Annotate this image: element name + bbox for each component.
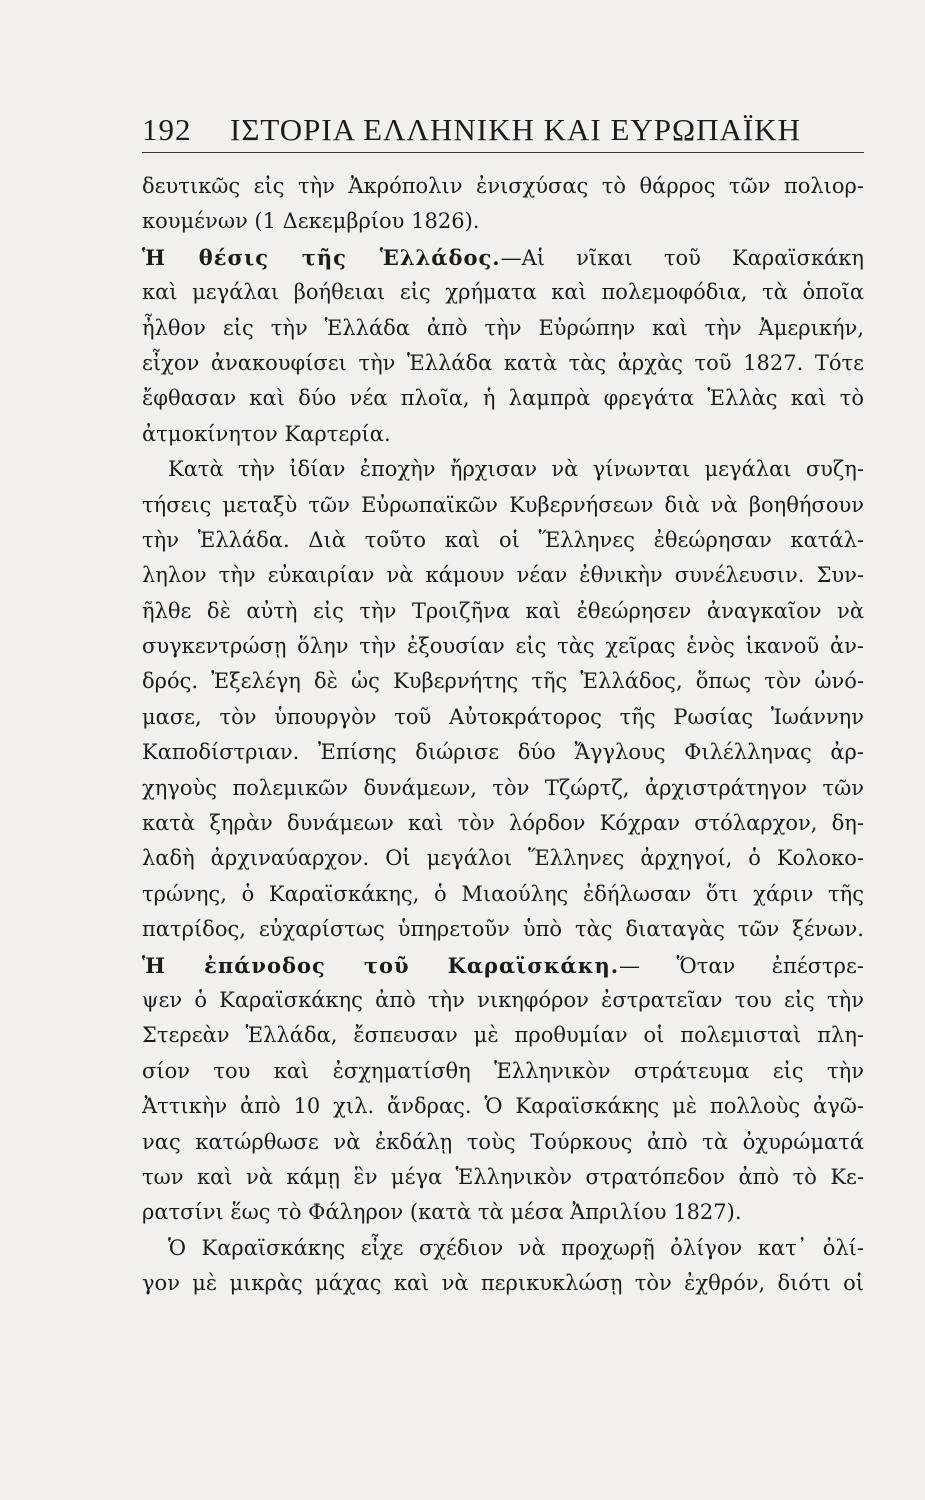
line-text: των καὶ νὰ κάμῃ ἓν μέγα Ἑλληνικὸν στρατόπεδον ἀπὸ τὸ Κε- — [142, 1164, 864, 1189]
text-line — [142, 983, 864, 1018]
text-line — [142, 806, 864, 841]
text-line — [142, 841, 864, 876]
line-text: εἶχον ἀνακουφίσει τὴν Ἑλλάδα κατὰ τὰς ἀρχὰς τοῦ 1827. Τότε — [142, 350, 864, 375]
line-text: δρός. Ἐξελέγη δὲ ὡς Κυβερνήτης τῆς Ἑλλάδος, ὅπως τὸν ὠνό- — [142, 669, 864, 694]
text-line — [142, 1054, 864, 1089]
page-number: 192 — [142, 112, 192, 147]
line-text: ρατσίνι ἕως τὸ Φάληρον (κατὰ τὰ μέσα Ἀπριλίου 1827). — [142, 1200, 742, 1225]
line-text: χηγοὺς πολεμικῶν δυνάμεων, τὸν Τζώρτζ, ἀρχιστράτηγον τῶν — [142, 775, 864, 800]
line-text: κουμένων (1 Δεκεμβρίου 1826). — [142, 209, 480, 234]
line-text: Καποδίστριαν. Ἐπίσης διώρισε δύο Ἄγγλους Φιλέλληνας ἀρ- — [142, 740, 864, 765]
page-body — [142, 169, 864, 1302]
text-line — [142, 594, 864, 629]
line-text: νας κατώρθωσε νὰ ἐκδάλῃ τοὺς Τούρκους ἀπὸ τὰ ὀχυρώματά — [142, 1129, 864, 1154]
line-text: ληλον τὴν εὐκαιρίαν νὰ κάμουν νέαν ἐθνικὴν συνέλευσιν. Συν- — [142, 563, 864, 588]
running-header — [142, 112, 862, 152]
text-line — [142, 417, 864, 452]
text-line — [142, 558, 864, 593]
text-line — [142, 664, 864, 699]
text-line — [142, 275, 864, 310]
line-text: καὶ μεγάλαι βοήθειαι εἰς χρήματα καὶ πολεμοφόδια, τὰ ὁποῖα — [142, 280, 864, 305]
text-line — [142, 1160, 864, 1195]
line-text: σίον του καὶ ἐσχηματίσθη Ἑλληνικὸν στράτευμα εἰς τὴν — [142, 1058, 864, 1083]
running-title: ΙΣΤΟΡΙΑ ΕΛΛΗΝΙΚΗ ΚΑΙ ΕΥΡΩΠΑΪΚΗ — [230, 112, 801, 147]
text-line — [142, 1018, 864, 1053]
line-text: συγκεντρώσῃ ὅλην τὴν ἐξουσίαν εἰς τὰς χεῖρας ἑνὸς ἱκανοῦ ἀν- — [142, 634, 864, 659]
text-line — [142, 452, 864, 487]
text-line — [142, 488, 864, 523]
text-line — [142, 311, 864, 346]
line-text: Ἀττικὴν ἀπὸ 10 χιλ. ἄνδρας. Ὁ Καραϊσκάκης μὲ πολλοὺς ἀγῶ- — [142, 1094, 864, 1119]
text-line — [142, 1125, 864, 1160]
line-text: τὴν Ἑλλάδα. Διὰ τοῦτο καὶ οἱ Ἕλληνες ἐθεώρησαν κατάλ- — [142, 527, 864, 552]
line-text: ῆλθε δὲ αὐτὴ εἰς τὴν Τροιζῆνα καὶ ἐθεώρησεν ἀναγκαῖον νὰ — [142, 598, 864, 623]
text-line — [142, 948, 864, 983]
line-text: γον μὲ μικρὰς μάχας καὶ νὰ περικυκλώσῃ τὸν ἐχθρόν, διότι οἱ — [142, 1271, 864, 1296]
text-line — [142, 1089, 864, 1124]
line-text: ἦλθον εἰς τὴν Ἑλλάδα ἀπὸ τὴν Εὐρώπην καὶ τὴν Ἀμερικήν, — [142, 315, 864, 340]
line-text: Ὁ Καραϊσκάκης εἶχε σχέδιον νὰ προχωρῇ ὀλίγον κατ᾽ ὀλί- — [168, 1235, 864, 1260]
text-line — [142, 1266, 864, 1301]
text-line — [142, 204, 864, 239]
line-text: κατὰ ξηρὰν δυνάμεων καὶ τὸν λόρδον Κόχραν στόλαρχον, δη- — [142, 811, 864, 836]
section-heading: Ἡ θέσις τῆς Ἑλλάδος. — [142, 244, 501, 270]
line-text: μασε, τὸν ὑπουργὸν τοῦ Αὐτοκράτορος τῆς Ρωσίας Ἰωάννην — [142, 704, 864, 729]
text-line — [142, 912, 864, 947]
text-line — [142, 346, 864, 381]
text-line — [142, 1231, 864, 1266]
text-line — [142, 629, 864, 664]
line-text: ἀτμοκίνητον Καρτερία. — [142, 421, 391, 446]
line-text: δευτικῶς εἰς τὴν Ἀκρόπολιν ἐνισχύσας τὸ θάρρος τῶν πολιορ- — [142, 174, 864, 198]
text-line — [142, 240, 864, 275]
text-line — [142, 169, 864, 204]
text-line — [142, 771, 864, 806]
line-text: ἔφθασαν καὶ δύο νέα πλοῖα, ἡ λαμπρὰ φρεγάτα Ἑλλὰς καὶ τὸ — [142, 386, 864, 411]
line-text: τρώνης, ὁ Καραϊσκάκης, ὁ Μιαούλης ἐδήλωσαν ὅτι χάριν τῆς — [142, 881, 864, 906]
line-text: λαδὴ ἀρχιναύαρχον. Οἱ μεγάλοι Ἕλληνες ἀρχηγοί, ὁ Κολοκο- — [142, 846, 864, 871]
line-text: Στερεὰν Ἑλλάδα, ἔσπευσαν μὲ προθυμίαν οἱ πολεμισταὶ πλη- — [142, 1023, 864, 1048]
text-line — [142, 523, 864, 558]
line-text: Κατὰ τὴν ἰδίαν ἐποχὴν ἤρχισαν νὰ γίνωνται μεγάλαι συζη- — [168, 457, 864, 482]
text-line — [142, 700, 864, 735]
line-text: — Ὅταν ἐπέστρε- — [619, 953, 864, 978]
line-text: —Αἱ νῖκαι τοῦ Καραϊσκάκη — [500, 245, 864, 270]
line-text: πατρίδος, εὐχαρίστως ὑπηρετοῦν ὑπὸ τὰς διαταγὰς τῶν ξένων. — [142, 917, 864, 942]
text-line — [142, 877, 864, 912]
line-text: ψεν ὁ Καραϊσκάκης ἀπὸ τὴν νικηφόρον ἐστρατεῖαν του εἰς τὴν — [142, 987, 864, 1012]
header-rule — [142, 152, 864, 153]
section-heading: Ἡ ἐπάνοδος τοῦ Καραϊσκάκη. — [142, 952, 620, 978]
text-line — [142, 735, 864, 770]
line-text: τήσεις μεταξὺ τῶν Εὐρωπαϊκῶν Κυβερνήσεων διὰ νὰ βοηθήσουν — [142, 492, 864, 517]
text-line — [142, 381, 864, 416]
text-line — [142, 1195, 864, 1230]
